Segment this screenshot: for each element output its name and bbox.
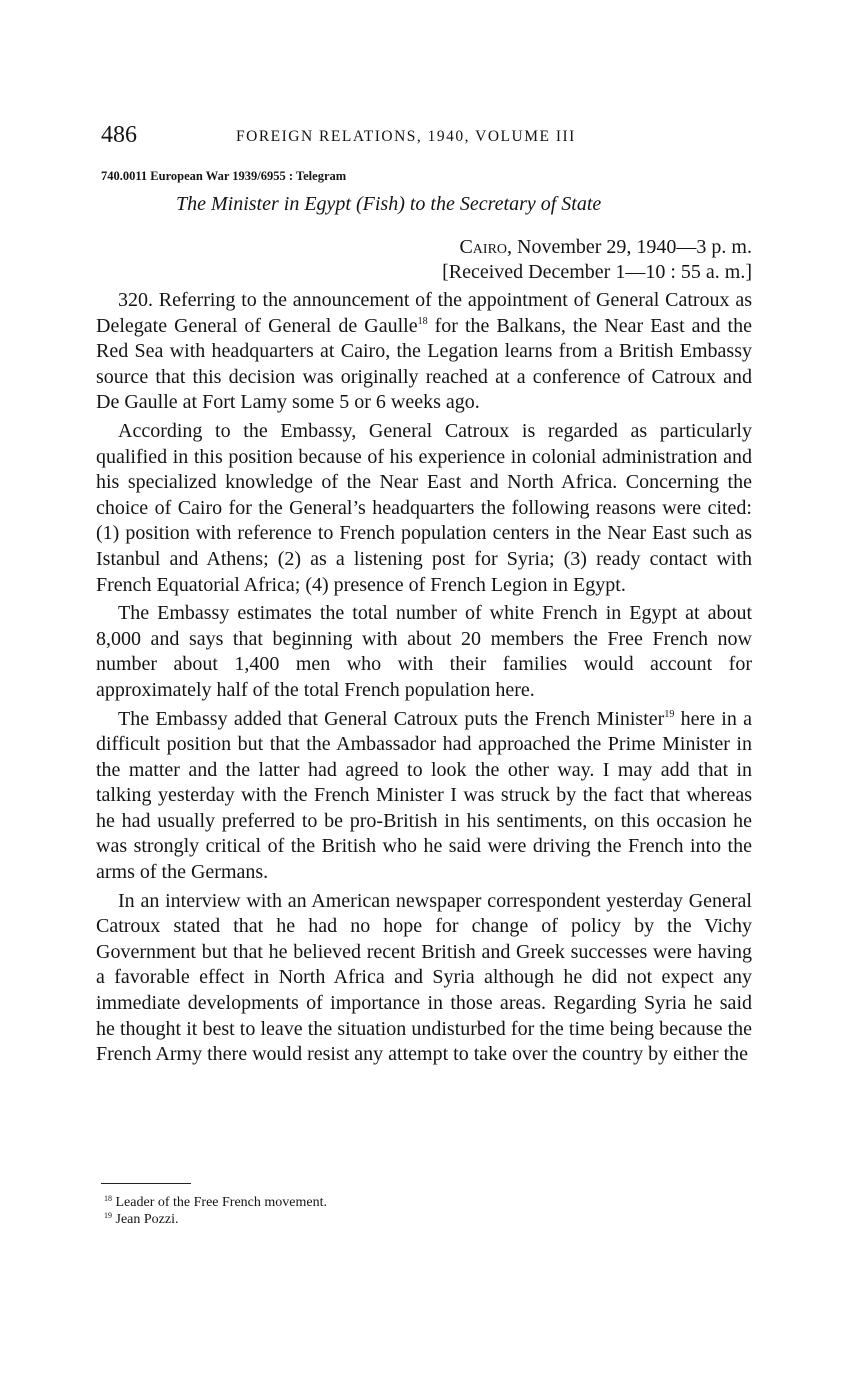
paragraph-5: In an interview with an American newspaper correspondent yesterday General Catroux stated that he had no hope for change of policy by the Vichy Government but that he believed recent British and Greek successes were having a favorable effect in North Africa and Syria although he did not expect any immediate developments of importance in those areas. Regarding Syria he said he thought it best to leave the situation undisturbed for the time being because the French Army there would resist any attempt to take over the country by either the [96,889,752,1066]
file-number: 740.0011 European War 1939/6955 : Telegram [101,169,347,183]
page-number: 486 [101,122,137,148]
dateline-date: , November 29, 1940—3 p. m. [507,236,752,258]
footnote-18 [104,1194,327,1211]
footnote-mark: 19 [104,1211,112,1220]
footnotes [104,1194,327,1228]
paragraph-2: According to the Embassy, General Catroux is regarded as particularly qualified in this position because of his experience in colonial administration and his specialized knowledge of the Near East and North Africa. Concerning the choice of Cairo for the General’s headquarters the following reasons were cited: (1) position with reference to French population centers in the Near East such as Istanbul and Athens; (2) as a listening post for Syria; (3) ready contact with French Equatorial Africa; (4) presence of French Legion in Egypt. [96,419,752,596]
footnote-divider [101,1183,191,1184]
paragraph-1 [96,288,752,416]
received-line: [Received December 1—10 : 55 a. m.] [442,261,752,283]
document-title: The Minister in Egypt (Fish) to the Secretary of State [176,193,602,215]
footnote-text: Leader of the Free French movement. [112,1195,327,1210]
paragraph-3: The Embassy estimates the total number of white French in Egypt at about 8,000 and says that beginning with about 20 members the Free French now number about 1,400 men who with their families would account for approximately half of the total French population here. [96,602,752,701]
running-head: FOREIGN RELATIONS, 1940, VOLUME III [236,128,576,145]
paragraph-4 [96,707,752,886]
footnote-mark: 18 [104,1194,112,1203]
telegram-body [96,288,752,1071]
paragraph-1-text-a: 320. Referring to the announcement of the appointment of General Catroux as Delegate General of General de Gaulle [96,289,752,337]
dateline-place: Cairo [459,236,508,258]
dateline [459,236,752,259]
footnote-ref-19: 19 [664,708,675,720]
footnote-19 [104,1211,327,1228]
footnote-text: Jean Pozzi. [112,1212,179,1227]
paragraph-4-text-b: here in a difficult position but that the Ambassador had approached the Prime Minister in the matter and the latter had agreed to look the other way. I may add that in talking yesterday with the French Minister I was struck by the fact that whereas he had usually preferred to be pro-British in his sentiments, on this occasion he was strongly critical of the British who he said were driving the French into the arms of the Germans. [96,707,752,884]
footnote-ref-18: 18 [417,315,428,327]
paragraph-1-text-b: for the Balkans, the Near East and the Red Sea with headquarters at Cairo, the Legation learns from a British Embassy source that this decision was originally reached at a conference of Catroux and De Gaulle at Fort Lamy some 5 or 6 weeks ago. [96,314,752,414]
paragraph-4-text-a: The Embassy added that General Catroux puts the French Minister [118,707,665,730]
